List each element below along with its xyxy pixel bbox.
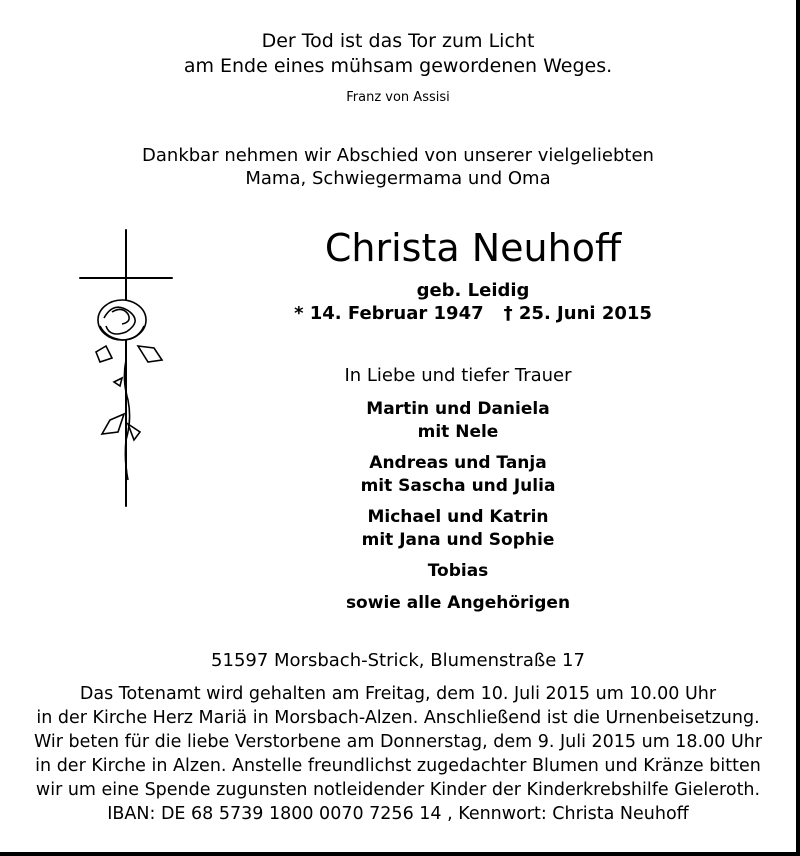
quote-line-1: Der Tod ist das Tor zum Licht (261, 30, 535, 52)
address: 51597 Morsbach-Strick, Blumenstraße 17 (211, 650, 585, 671)
family-list (120, 398, 796, 623)
family-line: mit Sascha und Julia (360, 476, 556, 496)
family-line: Tobias (427, 561, 489, 581)
family-line: sowie alle Angehörigen (345, 593, 571, 613)
mourning-line: In Liebe und tiefer Trauer (344, 365, 572, 386)
notice-line: Das Totenamt wird gehalten am Freitag, dem 10. Juli 2015 um 10.00 Uhr (79, 684, 717, 704)
life-dates (150, 303, 796, 324)
deceased-name: Christa Neuhoff (324, 226, 622, 270)
intro-line-1: Dankbar nehmen wir Abschied von unserer vielgeliebten (142, 145, 654, 166)
family-line: Andreas und Tanja (369, 453, 547, 473)
notice-line: Wir beten für die liebe Verstorbene am Donnerstag, dem 9. Juli 2015 um 18.00 Uhr (33, 732, 763, 752)
family-group (120, 560, 796, 583)
notice-line: in der Kirche in Alzen. Anstelle freundlichst zugedachter Blumen und Kränze bitten (35, 756, 761, 776)
funeral-notice (0, 682, 796, 826)
family-line: Michael und Katrin (367, 507, 549, 527)
death-date: † 25. Juni 2015 (503, 303, 652, 324)
intro-line-2: Mama, Schwiegermama und Oma (245, 168, 551, 189)
family-line: mit Nele (417, 422, 499, 442)
notice-line: wir um eine Spende zugunsten notleidender Kinder der Kinderkrebshilfe Gieleroth. (35, 780, 761, 800)
notice-line: IBAN: DE 68 5739 1800 0070 7256 14 , Kennwort: Christa Neuhoff (107, 804, 689, 824)
quote-author: Franz von Assisi (346, 90, 450, 105)
family-line: mit Jana und Sophie (361, 530, 555, 550)
family-group (120, 506, 796, 552)
family-group (120, 592, 796, 615)
family-group (120, 452, 796, 498)
family-line: Martin und Daniela (366, 399, 550, 419)
birth-name: geb. Leidig (416, 280, 530, 301)
family-group (120, 398, 796, 444)
notice-line: in der Kirche Herz Mariä in Morsbach-Alzen. Anschließend ist die Urnenbeisetzung. (36, 708, 760, 728)
birth-date: * 14. Februar 1947 (294, 303, 484, 324)
quote-line-2: am Ende eines mühsam gewordenen Weges. (183, 55, 613, 77)
